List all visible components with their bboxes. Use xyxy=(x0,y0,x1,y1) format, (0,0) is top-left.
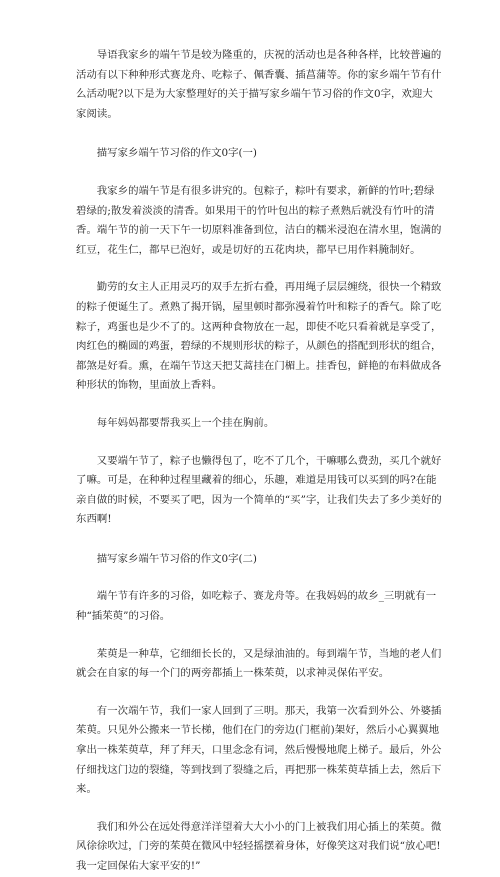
paragraph-3: 每年妈妈都要帮我买上一个挂在胸前。 xyxy=(96,416,275,429)
paragraph-6: 茱萸是一种草，它细细长长的，又是绿油油的。每到端午节，当地的老人们就会在自家的每一个门的两旁都插上一株茱萸，以求神灵保佑平安。 xyxy=(76,647,442,680)
paragraph-8: 我们和外公在远处得意洋洋望着大大小小的门上被我们用心插上的茱萸。微风徐徐吹过，门旁的茱萸在微风中轻轻摇摆着身体，好像笑这对我们说“放心吧!我一定回保佑大家平安的!” xyxy=(76,820,442,872)
paragraph-4: 又要端午节了，粽子也懒得包了，吃不了几个，干嘛哪么费劲，买几个就好了嘛。可是，在种种过程里藏着的细心，乐趣，难道是用钱可以买到的吗?在能亲自做的时候，不要买了吧，因为一个简单的“买”字，让我们失去了多少美好的东西啊! xyxy=(76,454,442,526)
paragraph-5: 端午节有许多的习俗，如吃粽子、赛龙舟等。在我妈妈的故乡_三明就有一种“插茱萸”的习俗。 xyxy=(76,590,437,623)
paragraph-7: 有一次端午节，我们一家人回到了三明。那天，我第一次看到外公、外婆插茱萸。只见外公搬来一节长梯，他们在门的旁边(门框前)架好，然后小心翼翼地拿出一株茱萸草，拜了拜天，口里念念有词，然后慢慢地爬上梯子。最后，外公仔细找这门边的裂缝，等到找到了裂缝之后，再把那一株茱萸草插上去，然后下来。 xyxy=(76,704,442,796)
intro-paragraph: 导语我家乡的端午节是较为隆重的，庆祝的活动也是各种各样，比较普遍的活动有以下种种形式赛龙舟、吃粽子、佩香囊、插菖蒲等。你的家乡端午节有什么活动呢?以下是为大家整理好的关于描写家乡端午节习俗的作文0字，欢迎大家阅读。 xyxy=(76,49,442,120)
paragraph-1: 我家乡的端午节是有很多讲究的。包粽子，粽叶有要求，新鲜的竹叶;碧绿碧绿的;散发着淡淡的清香。如果用干的竹叶包出的粽子煮熟后就没有竹叶的清香。端午节的前一天下午一切原料准备到位，洁白的糯米浸泡在清水里，饱满的红豆，花生仁，都早已泡好，或是切好的五花肉块，都早已用作料腌制好。 xyxy=(76,184,442,256)
section-heading-2: 描写家乡端午节习俗的作文0字(二) xyxy=(96,552,257,565)
paragraph-2: 勤劳的女主人正用灵巧的双手左折右叠，再用绳子层层缠绕，很快一个精致的粽子便诞生了。煮熟了揭开锅，屋里顿时都弥漫着竹叶和粽子的香气。除了吃粽子，鸡蛋也是少不了的。这两种食物放在一起，即使不吃只看着就是享受了，肉红色的椭圆的鸡蛋，碧绿的不规则形状的粽子，从颜色的搭配到形状的组合，都煞是好看。熏，在端午节这天把艾蒿挂在门楣上。挂香包，鲜艳的布料做成各种形状的饰物，里面放上香料。 xyxy=(76,281,442,392)
section-heading-1: 描写家乡端午节习俗的作文0字(一) xyxy=(96,147,257,160)
